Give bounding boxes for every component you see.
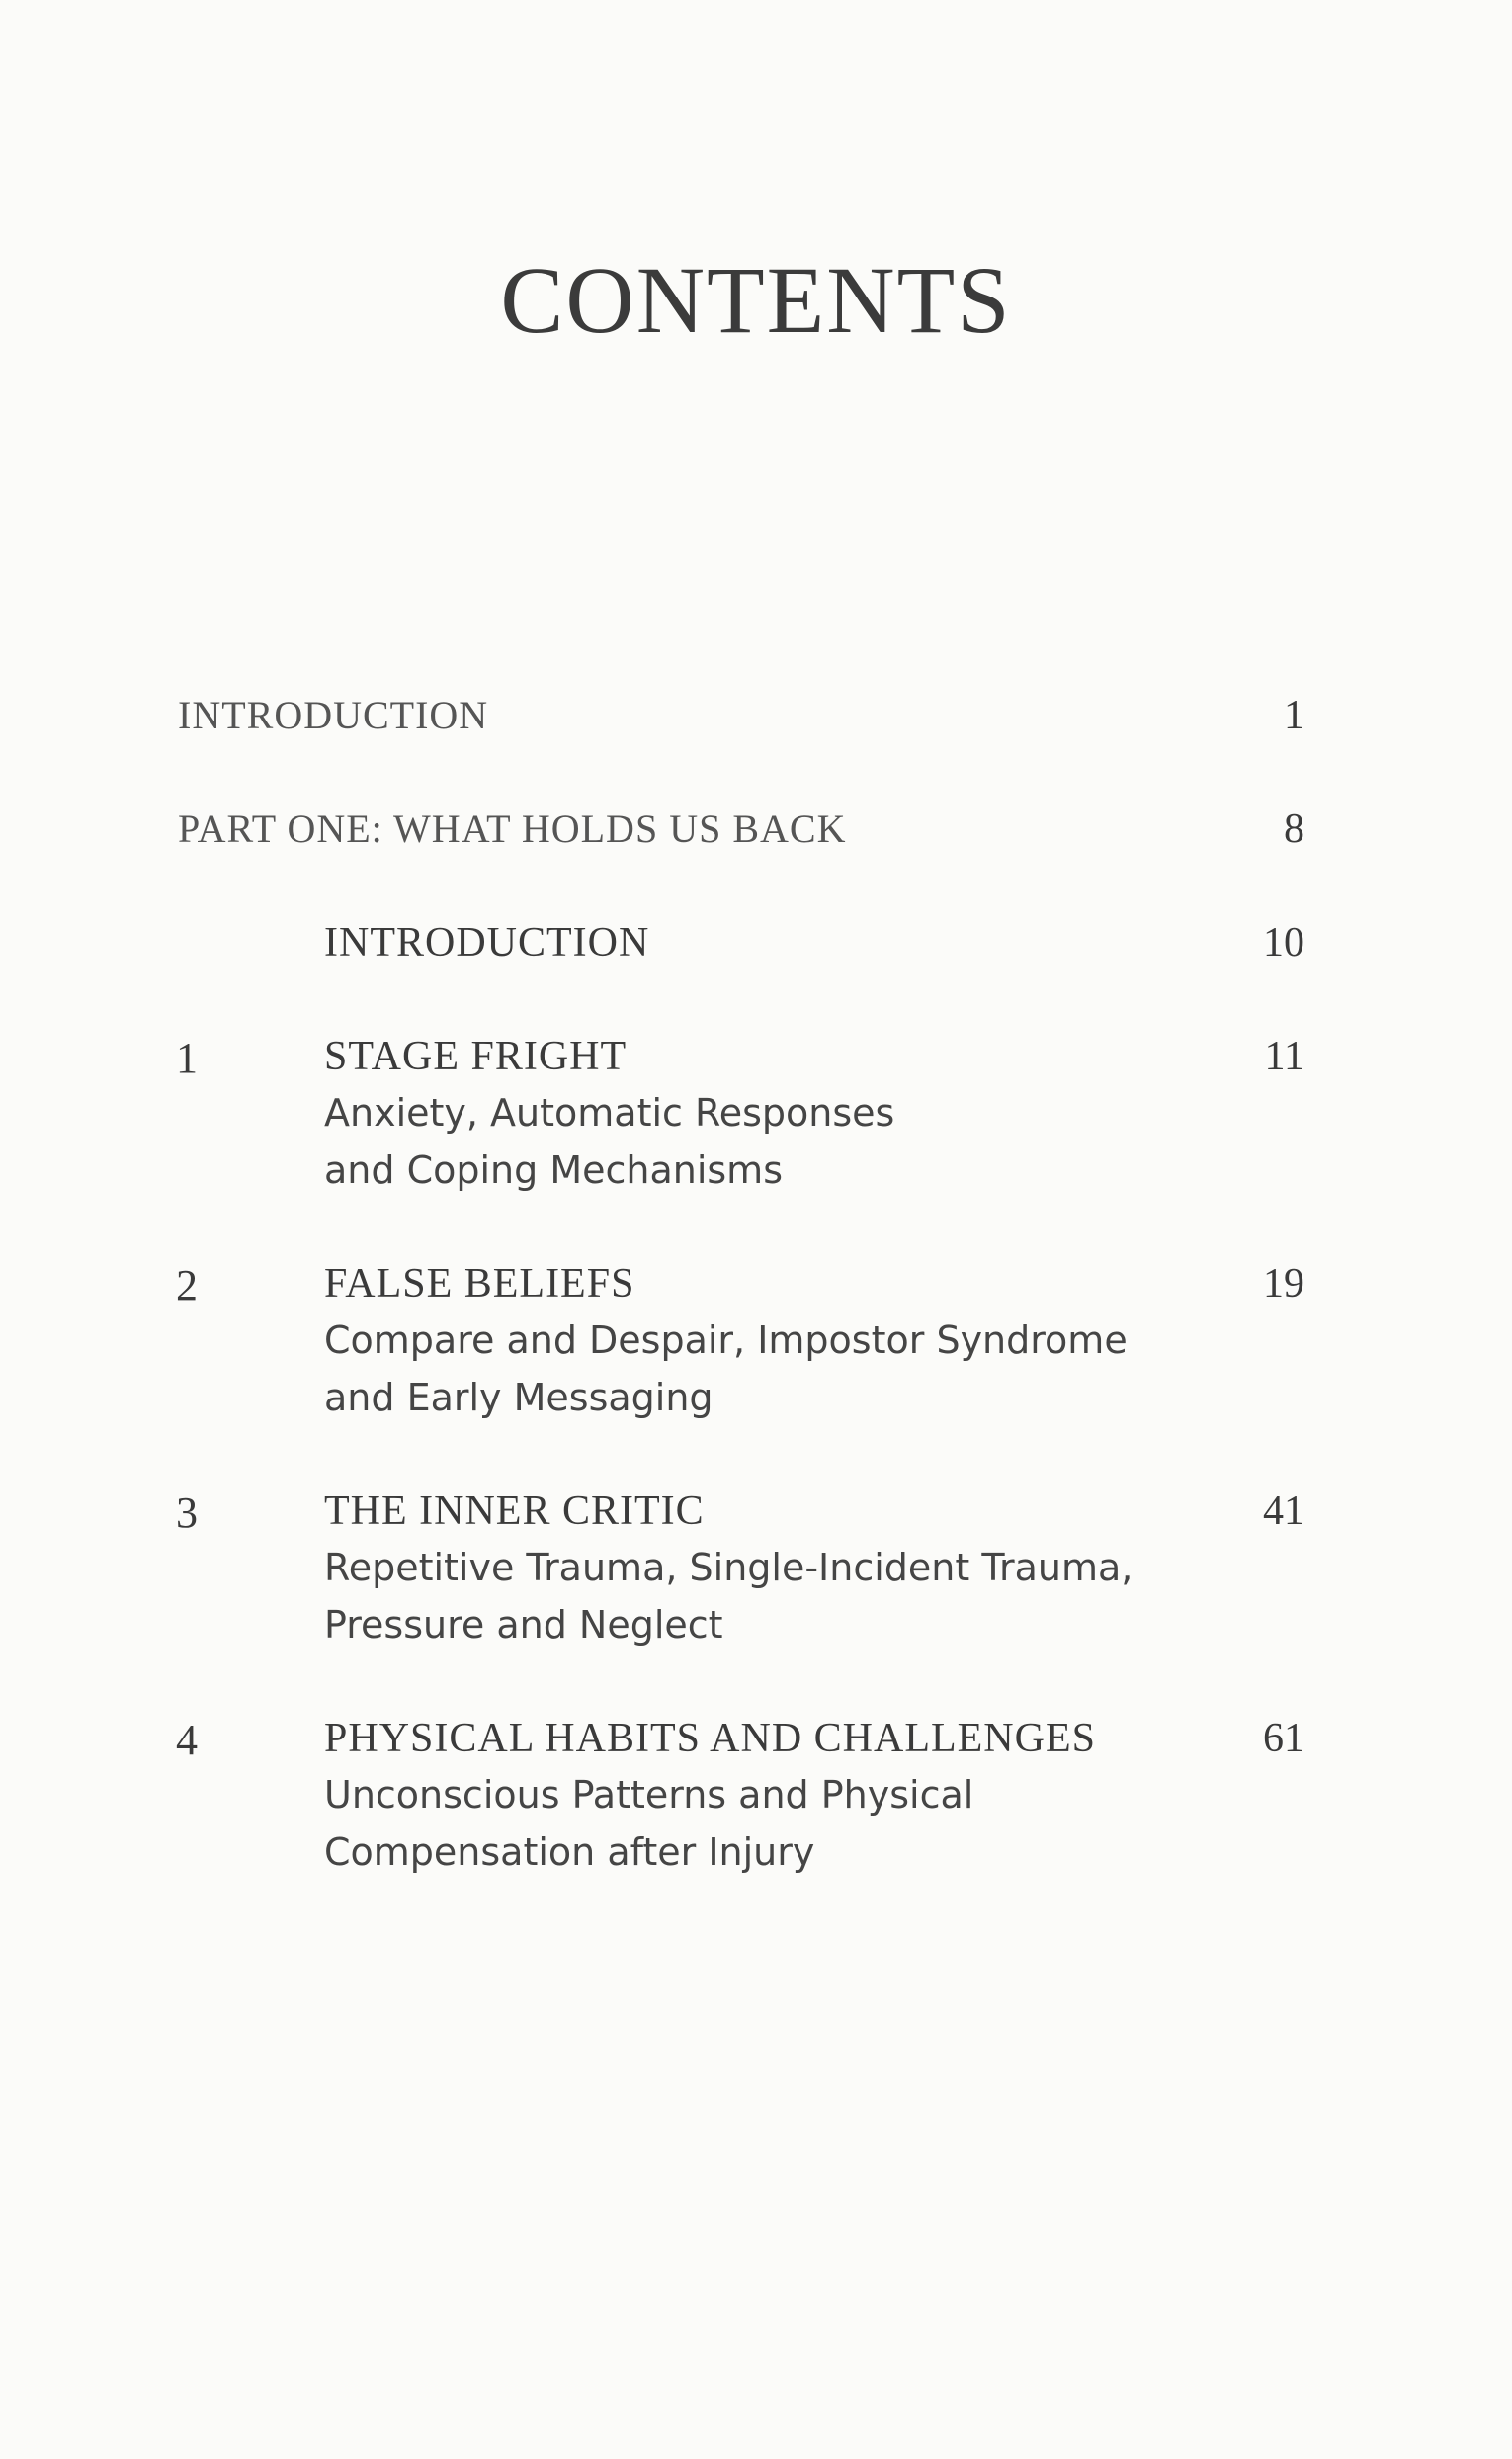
chapter-title: THE INNER CRITIC [324,1488,705,1534]
toc-page-number: 11 [1264,1034,1304,1079]
chapter-title: PHYSICAL HABITS AND CHALLENGES [324,1716,1096,1761]
chapter-number: 2 [176,1261,198,1310]
chapter-subtitle-line: Anxiety, Automatic Responses [324,1091,895,1135]
chapter-subtitle-line: Pressure and Neglect [324,1603,723,1647]
toc-entry-title: INTRODUCTION [324,920,650,966]
toc-page-number: 19 [1263,1261,1304,1307]
chapter-number: 3 [176,1488,198,1537]
toc-page-number: 8 [1284,806,1304,852]
toc-page-number: 41 [1263,1488,1304,1534]
chapter-subtitle-line: Compare and Despair, Impostor Syndrome [324,1318,1128,1362]
chapter-title: FALSE BELIEFS [324,1261,635,1307]
chapter-subtitle-line: Compensation after Injury [324,1830,815,1874]
chapter-subtitle-line: and Coping Mechanisms [324,1148,783,1192]
chapter-title: STAGE FRIGHT [324,1034,628,1079]
toc-entry-title: INTRODUCTION [178,693,489,737]
toc-page-number: 61 [1263,1716,1304,1761]
page-title: CONTENTS [500,247,1012,353]
toc-entry-title: PART ONE: WHAT HOLDS US BACK [178,806,847,851]
toc-page-number: 10 [1263,920,1304,966]
chapter-subtitle-line: and Early Messaging [324,1376,714,1419]
chapter-number: 1 [176,1034,198,1082]
toc-page-number: 1 [1284,693,1304,738]
chapter-subtitle-line: Unconscious Patterns and Physical [324,1773,974,1817]
chapter-subtitle-line: Repetitive Trauma, Single-Incident Trauma, [324,1546,1134,1589]
chapter-number: 4 [176,1716,198,1764]
